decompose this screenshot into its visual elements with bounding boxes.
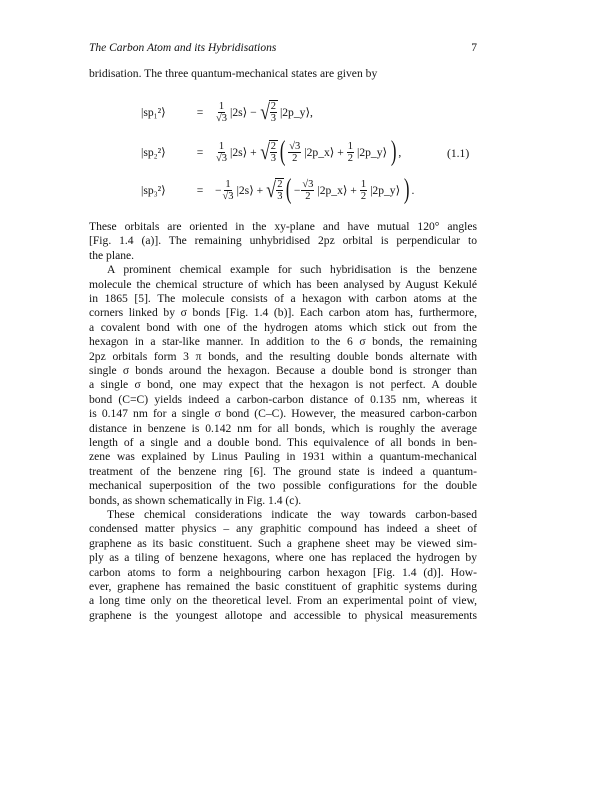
numerator: 1 <box>218 100 225 112</box>
numerator: 1 <box>360 178 367 190</box>
numerator: 1 <box>225 178 231 190</box>
text-line: bridisation. The three quantum-mechanical states are given by <box>89 67 378 80</box>
fraction <box>276 179 283 202</box>
text-line: graphene as its basic constituent. Such a graphene sheet may be viewed sim- <box>89 536 477 550</box>
denominator: 3 <box>277 191 283 202</box>
text-line: hexagon in a star-like manner. In addition to the 6 σ bonds, the remaining <box>89 335 477 349</box>
text-line: treatment of the benzene ring [6]. The ground state is indeed a quantum- <box>89 464 477 478</box>
ket-term: |2p_x⟩ + <box>304 146 344 159</box>
text-line: These chemical considerations indicate the way towards carbon-based <box>107 508 477 521</box>
ket-term: |2p_y⟩, <box>279 106 313 119</box>
denominator: 3 <box>270 153 276 164</box>
equals-sign: = <box>196 145 204 159</box>
chapter-title: The Carbon Atom and its Hybridisations <box>89 42 277 54</box>
sign: − <box>293 183 301 197</box>
text-line: graphene is the youngest allotope and accessible to physical measurements <box>89 608 477 622</box>
text-line: length of a single and a double bond. This equivalence of all bonds in ben- <box>89 436 477 449</box>
fraction <box>347 141 354 164</box>
equation-number: (1.1) <box>447 147 470 160</box>
text-line: is 0.147 nm for a single σ bond (C–C). However, the measured carbon-carbon <box>89 407 477 421</box>
ket-term: |2p_x⟩ + <box>317 184 357 197</box>
paren-open: ( <box>279 136 286 167</box>
equation-lhs: |sp₂²⟩ <box>141 146 166 159</box>
numerator: 2 <box>270 141 276 152</box>
text-line: ever, graphene has remained the basic constituent of graphitic systems during <box>89 580 477 593</box>
paren-close: ) <box>390 136 397 167</box>
denominator: √3 <box>216 152 228 164</box>
radical-sign-icon: √ <box>259 139 270 164</box>
denominator: √3 <box>216 112 228 124</box>
fraction <box>270 101 277 124</box>
equation-lhs: |sp₁²⟩ <box>141 106 166 119</box>
fraction <box>216 141 227 164</box>
fraction <box>360 179 367 202</box>
text-line: A prominent chemical example for such hybridisation is the benzene <box>107 263 477 277</box>
text-line: molecule the chemical structure of which has been analysed by August Kekulé <box>89 277 477 291</box>
ket-term: |2p_y⟩ <box>357 146 388 159</box>
square-root <box>259 100 278 124</box>
fraction <box>270 141 277 164</box>
text-line: These orbitals are oriented in the xy-plane and have mutual 120° angles <box>89 220 477 233</box>
equation-1 <box>141 94 315 130</box>
denominator: 3 <box>270 113 276 124</box>
equation-3 <box>141 172 414 208</box>
text-line: the plane. <box>89 248 135 262</box>
denominator: 2 <box>305 190 311 202</box>
denominator: 2 <box>347 152 353 164</box>
ket-term: |2s⟩ − <box>230 106 257 119</box>
text-line: bonds, as shown schematically in Fig. 1.4 (c). <box>89 493 302 507</box>
equals-sign: = <box>196 183 204 197</box>
text-line: [Fig. 1.4 (a)]. The remaining unhybridised 2pz orbital is perpendicular to <box>89 234 477 248</box>
radical-sign-icon: √ <box>266 177 277 202</box>
numerator: 1 <box>347 140 353 152</box>
equals-sign: = <box>196 105 204 119</box>
fraction <box>216 101 227 124</box>
numerator: √3 <box>289 140 301 152</box>
fraction <box>288 141 301 164</box>
paren-close: ) <box>404 174 410 205</box>
text-line: 2pz orbitals form 3 π bonds, and the resulting double bonds alternate with <box>89 349 477 363</box>
radical-sign-icon: √ <box>259 99 270 124</box>
ket-term: |2s⟩ + <box>236 184 264 197</box>
sign: − <box>215 183 222 197</box>
text-line: in 1865 [5]. The molecule consists of a hexagon with carbon atoms at the <box>89 292 477 305</box>
fraction <box>223 179 234 202</box>
paren-open: ( <box>286 174 292 205</box>
text-line: single σ bonds around the hexagon. Because a double bond is stronger than <box>89 364 477 377</box>
punctuation: , <box>398 145 402 159</box>
text-line: a long time only on the theoretical level. From an experimental point of view, <box>89 594 477 608</box>
text-line: corners linked by σ bonds [Fig. 1.4 (b)]. Each carbon atom has, furthermore, <box>89 306 477 320</box>
numerator: 2 <box>277 179 283 190</box>
equation-2 <box>141 134 401 170</box>
ket-term: |2p_y⟩ <box>370 184 401 197</box>
denominator: 2 <box>292 152 298 164</box>
denominator: √3 <box>222 190 234 202</box>
text-line: carbon atoms to form a neighbouring carbon hexagon [Fig. 1.4 (d)]. How- <box>89 565 477 579</box>
text-line: zene was explained by Linus Pauling in 1931 within a quantum-mechanical <box>89 450 477 464</box>
ket-term: |2s⟩ + <box>230 146 257 159</box>
square-root <box>265 178 284 202</box>
running-header <box>89 42 477 58</box>
text-line: a single σ bond, one may expect that the hexagon is not perfect. A double <box>89 378 477 392</box>
equation-lhs: |sp₃²⟩ <box>141 184 166 197</box>
text-line: mechanical superposition of the two possible configurations for the double <box>89 479 477 493</box>
text-line: a covalent bond with one of the hydrogen atoms which stick out from the <box>89 320 477 334</box>
numerator: 2 <box>270 101 276 112</box>
numerator: √3 <box>302 178 314 190</box>
text-line: condensed matter physics – any graphitic compound has indeed a sheet of <box>89 522 477 536</box>
numerator: 1 <box>218 140 225 152</box>
page-number: 7 <box>471 42 477 54</box>
square-root <box>259 140 278 164</box>
text-line: distance in benzene is 0.142 nm for all bonds, which is roughly the average <box>89 421 477 435</box>
denominator: 2 <box>360 190 367 202</box>
punctuation: . <box>411 183 415 197</box>
fraction <box>301 179 314 202</box>
text-line: bond (C=C) yields indeed a carbon-carbon distance of 0.135 nm, whereas it <box>89 392 477 406</box>
text-line: ply as a tiling of benzene hexagons, where one has replaced the hydrogen by <box>89 551 477 565</box>
